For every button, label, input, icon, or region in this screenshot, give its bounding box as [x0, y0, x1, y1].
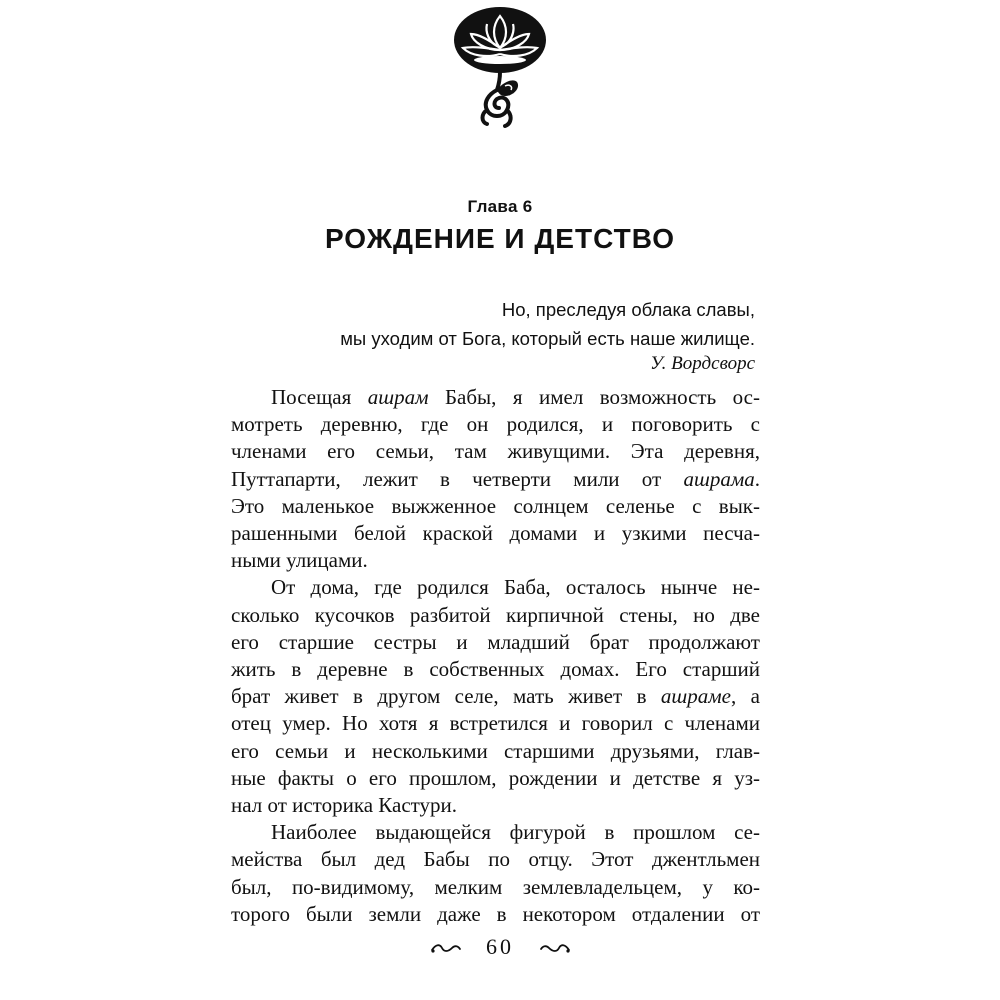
- text-line: брат живет в другом селе, мать живет в ашраме, а: [231, 684, 760, 709]
- page-number: 60: [486, 934, 514, 959]
- text-line: отец умер. Но хотя я встретился и говорил с членами: [231, 711, 760, 736]
- swirl-ornament-icon: [430, 942, 464, 956]
- chapter-title: РОЖДЕНИЕ И ДЕТСТВО: [324, 223, 675, 254]
- text-line: жить в деревне в собственных домах. Его старший: [231, 657, 760, 682]
- text-line: сколько кусочков разбитой кирпичной стены, но две: [231, 602, 760, 627]
- text-line: Наиболее выдающейся фигурой в прошлом се-: [271, 820, 760, 845]
- text-line: Путтапарти, лежит в четверти мили от ашрама.: [231, 466, 760, 491]
- swirl-ornament-icon: [537, 942, 571, 956]
- lotus-emblem-icon: [447, 4, 553, 132]
- text-line: членами его семьи, там живущими. Эта деревня,: [231, 439, 760, 464]
- chapter-label: Глава 6: [467, 197, 533, 216]
- text-line: был, по-видимому, мелким землевладельцем, у ко-: [231, 874, 760, 899]
- text-line: мейства был дед Бабы по отцу. Этот джентльмен: [231, 847, 760, 872]
- text-line: мотреть деревню, где он родился, и поговорить с: [231, 412, 760, 437]
- page-footer: [0, 934, 1000, 960]
- body-text: [231, 384, 760, 928]
- epigraph-line: мы уходим от Бога, который есть наше жилище.: [340, 328, 755, 349]
- epigraph: [340, 295, 755, 353]
- epigraph-author: У. Вордсворс: [650, 353, 755, 374]
- text-line: От дома, где родился Баба, осталось нынче не-: [271, 575, 760, 600]
- text-line: Это маленькое выжженное солнцем селенье с вык-: [231, 493, 760, 518]
- text-line: нал от историка Кастури.: [231, 793, 458, 818]
- text-line: Посещая ашрам Бабы, я имел возможность ос-: [271, 385, 760, 409]
- text-line: ными улицами.: [231, 548, 368, 573]
- text-line: ные факты о его прошлом, рождении и детстве я уз-: [231, 765, 760, 790]
- text-line: его старшие сестры и младший брат продолжают: [231, 629, 760, 654]
- text-line: рашенными белой краской домами и узкими песча-: [231, 521, 760, 546]
- text-line: торого были земли даже в некотором отдалении от: [231, 901, 760, 926]
- epigraph-line: Но, преследуя облака славы,: [501, 299, 755, 320]
- text-line: его семьи и несколькими старшими друзьями, глав-: [231, 738, 760, 763]
